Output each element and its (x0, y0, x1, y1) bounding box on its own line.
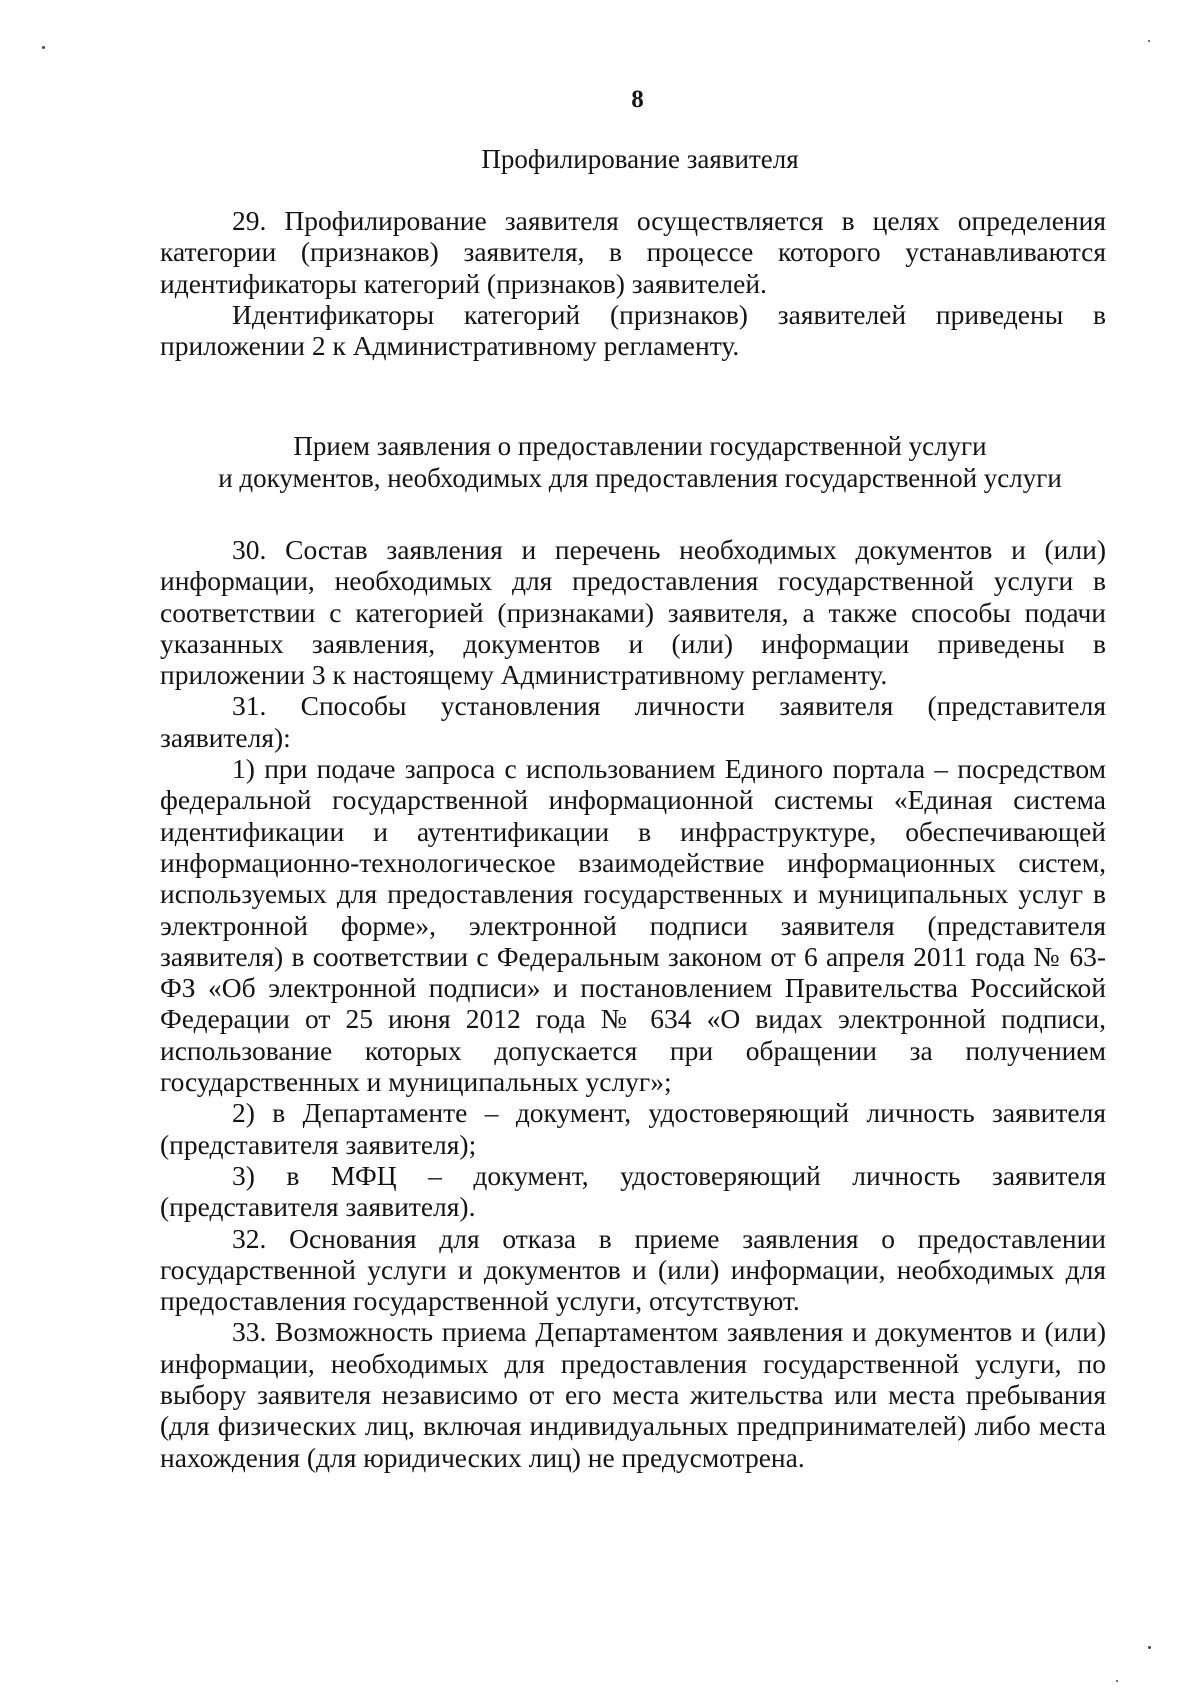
scan-speck (42, 46, 45, 49)
section-title-line-1: Прием заявления о предоставлении государственной услуги (293, 431, 987, 461)
section-title-application-intake (0, 430, 1200, 494)
scan-speck (1148, 40, 1150, 42)
scan-speck (1116, 1680, 1118, 1682)
section-title-line-2: и документов, необходимых для предоставления государственной услуги (218, 463, 1062, 493)
paragraph-31-item-3: 3) в МФЦ – документ, удостоверяющий личность заявителя (представителя заявителя). (160, 1159, 1106, 1223)
paragraph-29: 29. Профилирование заявителя осуществляется в целях определения категории (признаков) заявителя, в процессе которого устанавливаются идентификаторы категорий (признаков) заявителей. (160, 205, 1106, 299)
paragraph-30: 30. Состав заявления и перечень необходимых документов и (или) информации, необходимых для предоставления государственной услуги в соответствии с категорией (признаками) заявителя, а также способы подачи указанных заявления, документов и (или) информации приведены в приложении 3 к настоящему Административному регламенту. (160, 534, 1106, 691)
paragraph-31-item-1: 1) при подаче запроса с использованием Единого портала – посредством федеральной государственной информационной системы «Единая система идентификации и аутентификации в инфраструктуре, обеспечивающей информационно-технологическое взаимодействие информационных систем, используемых для предоставления государственных и муниципальных услуг в электронной форме», электронной подписи заявителя (представителя заявителя) в соответствии с Федеральным законом от 6 апреля 2011 года № 63-ФЗ «Об электронной подписи» и постановлением Правительства Российской Федерации от 25 июня 2012 года № 634 «О видах электронной подписи, использование которых допускается при обращении за получением государственных и муниципальных услуг»; (160, 753, 1106, 1098)
paragraph-32: 32. Основания для отказа в приеме заявления о предоставлении государственной услуги и документов и (или) информации, необходимых для предоставления государственной услуги, отсутствуют. (160, 1222, 1106, 1317)
page-number: 8 (631, 86, 644, 113)
section-title-profiling: Профилирование заявителя (481, 144, 799, 174)
section-body-profiling (160, 205, 1106, 361)
paragraph-31: 31. Способы установления личности заявителя (представителя заявителя): (160, 690, 1106, 753)
paragraph-29-identifiers: Идентификаторы категорий (признаков) заявителей приведены в приложении 2 к Административному регламенту. (160, 298, 1106, 362)
paragraph-31-item-2: 2) в Департаменте – документ, удостоверяющий личность заявителя (представителя заявителя); (160, 1097, 1106, 1160)
scan-speck (1148, 1646, 1151, 1649)
section-body-application-intake (160, 534, 1106, 1473)
paragraph-33: 33. Возможность приема Департаментом заявления и документов и (или) информации, необходимых для предоставления государственной услуги, по выбору заявителя независимо от его места жительства или места пребывания (для физических лиц, включая индивидуальных предпринимателей) либо места нахождения (для юридических лиц) не предусмотрена. (160, 1316, 1106, 1473)
